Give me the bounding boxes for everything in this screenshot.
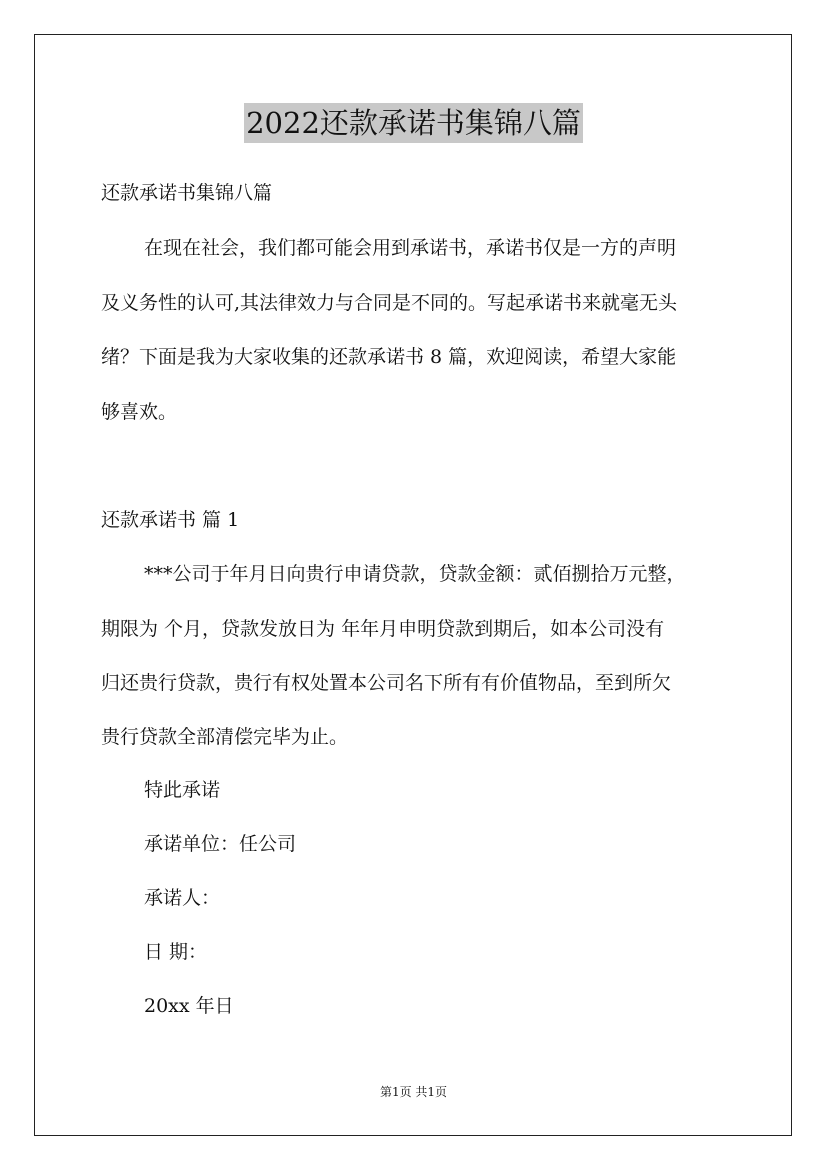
intro-line-3: 绪？下面是我为大家收集的还款承诺书 8 篇，欢迎阅读，希望大家能 [101, 346, 677, 368]
document-title: 2022还款承诺书集锦八篇 [244, 103, 583, 143]
body-line-4: 贵行贷款全部清偿完毕为止。 [101, 726, 349, 748]
document-subtitle: 还款承诺书集锦八篇 [101, 182, 273, 204]
body-line-1: ***公司于年月日向贵行申请贷款，贷款金额：贰佰捌拾万元整， [144, 563, 686, 585]
intro-line-2: 及义务性的认可,其法律效力与合同是不同的。写起承诺书来就毫无头 [101, 292, 678, 314]
closing-date-label: 日 期： [144, 941, 208, 963]
section-heading: 还款承诺书 篇 1 [101, 509, 240, 531]
closing-unit: 承诺单位：任公司 [144, 833, 297, 855]
closing-special: 特此承诺 [144, 779, 221, 801]
closing-person: 承诺人： [144, 887, 221, 909]
title-container [0, 103, 827, 143]
closing-date-value: 20xx 年日 [144, 995, 234, 1017]
body-line-2: 期限为 个月，贷款发放日为 年年月申明贷款到期后，如本公司没有 [101, 618, 665, 640]
page-footer: 第1页 共1页 [379, 1085, 448, 1099]
intro-line-1: 在现在社会，我们都可能会用到承诺书，承诺书仅是一方的声明 [144, 237, 677, 259]
intro-line-4: 够喜欢。 [101, 401, 178, 423]
body-line-3: 归还贵行贷款，贵行有权处置本公司名下所有有价值物品，至到所欠 [101, 672, 672, 694]
